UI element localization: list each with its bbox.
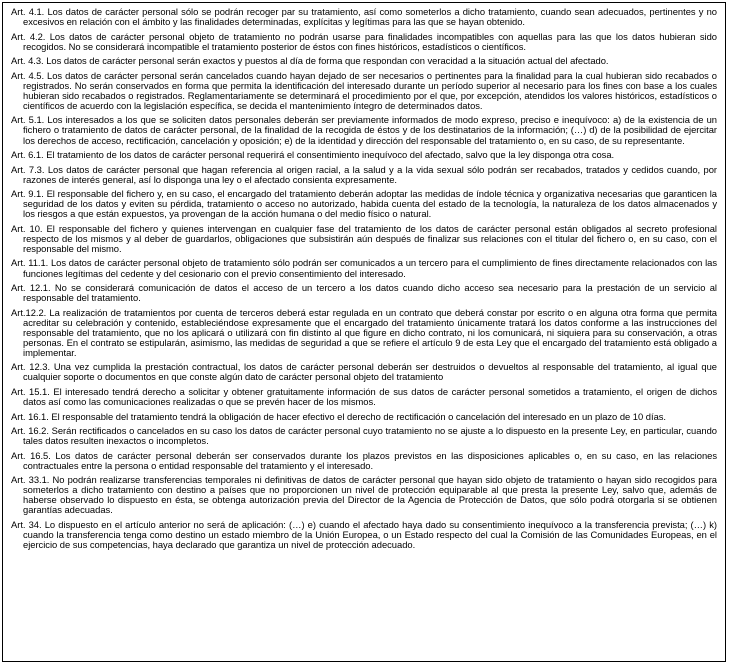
article-4-1: Art. 4.1. Los datos de carácter personal sólo se podrán recoger par su tratamiento, así como someterlos a dicho tratamiento, cuando sean adecuados, pertinentes y no excesivos en relación con el ámbito y las finalidades determinadas, explícitas y legítimas para las que se hayan obtenido. bbox=[11, 6, 717, 28]
article-6-1: Art. 6.1. El tratamiento de los datos de carácter personal requerirá el consentimiento inequívoco del afectado, salvo que la ley disponga otra cosa. bbox=[11, 149, 615, 161]
article-16-5: Art. 16.5. Los datos de carácter personal deberán ser conservados durante los plazos previstos en las disposiciones aplicables o, en su caso, en las relaciones contractuales entre la persona o entidad responsable del tratamiento y el interesado. bbox=[11, 449, 717, 471]
article-9-1: Art. 9.1. El responsable del fichero y, en su caso, el encargado del tratamiento deberán adoptar las medidas de índole técnica y organizativa necesarias que garanticen la seguridad de los datos y eviten su pérdida, tratamiento o acceso no autorizado, habida cuenta del estado de la tecnología, la naturaleza de los datos almacenados y los riesgos a que están expuestos, ya provengan de la acción humana o del medio físico o natural. bbox=[11, 188, 717, 220]
article-7-3: Art. 7.3. Los datos de carácter personal que hagan referencia al origen racial, a la salud y a la vida sexual sólo podrán ser recabados, tratados y cedidos cuando, por razones de interés general, así lo disponga una ley o el afectado consienta expresamente. bbox=[11, 163, 717, 185]
article-12-2: Art.12.2. La realización de tratamientos por cuenta de terceros deberá estar regulada en un contrato que deberá constar por escrito o en alguna otra forma que permita acreditar su celebración y contenido, estableciéndose expresamente que el encargado del tratamiento únicamente tratará los datos conforme a las instrucciones del responsable del tratamiento, que no los aplicará o utilizará con fin distinto al que figure en dicho contrato, ni los comunicará, ni siquiera para su conservación, a otras personas. En el contrato se estipularán, asimismo, las medidas de seguridad a que se refiere el artículo 9 de esta Ley que el encargado del tratamiento está obligado a implementar. bbox=[11, 306, 717, 358]
article-4-2: Art. 4.2. Los datos de carácter personal objeto de tratamiento no podrán usarse para finalidades incompatibles con aquellas para las que los datos hubieran sido recogidos. No se considerará incompatible el tratamiento posterior de éstos con fines históricos, estadísticos o científicos. bbox=[11, 30, 717, 52]
article-4-3: Art. 4.3. Los datos de carácter personal serán exactos y puestos al día de forma que respondan con veracidad a la situación actual del afectado. bbox=[11, 55, 609, 67]
article-5-1: Art. 5.1. Los interesados a los que se soliciten datos personales deberán ser previamente informados de modo expreso, preciso e inequívoco: a) de la existencia de un fichero o tratamiento de datos de carácter personal, de la finalidad de la recogida de éstos y de los destinatarios de la información; (…) d) de la posibilidad de ejercitar los derechos de acceso, rectificación, cancelación y oposición; e) de la identidad y dirección del responsable del tratamiento o, en su caso, de su representante. bbox=[11, 114, 717, 146]
article-33-1: Art. 33.1. No podrán realizarse transferencias temporales ni definitivas de datos de carácter personal que hayan sido objeto de tratamiento o hayan sido recogidos para someterlos a dicho tratamiento con destino a países que no proporcionen un nivel de protección equiparable al que presta la presente Ley, salvo que, además de haberse observado lo dispuesto en ésta, se obtenga autorización previa del Director de la Agencia de Protección de Datos, que sólo podrá otorgarla si se obtienen garantías adecuadas. bbox=[11, 474, 717, 516]
article-10: Art. 10. El responsable del fichero y quienes intervengan en cualquier fase del tratamiento de los datos de carácter personal están obligados al secreto profesional respecto de los mismos y al deber de guardarlos, obligaciones que subsistirán aún después de finalizar sus relaciones con el titular del fichero o, en su caso, con el responsable del mismo. bbox=[11, 222, 717, 254]
article-15-1: Art. 15.1. El interesado tendrá derecho a solicitar y obtener gratuitamente información de sus datos de carácter personal sometidos a tratamiento, el origen de dichos datos así como las comunicaciones realizadas o que se prevén hacer de los mismos. bbox=[11, 386, 717, 408]
article-12-1: Art. 12.1. No se considerará comunicación de datos el acceso de un tercero a los datos cuando dicho acceso sea necesario para la prestación de un servicio al responsable del tratamiento. bbox=[11, 282, 717, 304]
article-16-1: Art. 16.1. El responsable del tratamiento tendrá la obligación de hacer efectivo el derecho de rectificación o cancelación del interesado en un plazo de 10 días. bbox=[11, 410, 667, 422]
article-34: Art. 34. Lo dispuesto en el artículo anterior no será de aplicación: (…) e) cuando el afectado haya dado su consentimiento inequívoco a la transferencia prevista; (…) k) cuando la transferencia tenga como destino un estado miembro de la Unión Europea, o un Estado respecto del cual la Comisión de las Comunidades Europeas, en el ejercicio de sus competencias, haya declarado que garantiza un nivel de protección adecuado. bbox=[11, 519, 717, 551]
article-16-2: Art. 16.2. Serán rectificados o cancelados en su caso los datos de carácter personal cuyo tratamiento no se ajuste a lo dispuesto en la presente Ley, en particular, cuando tales datos resulten inexactos o incompletos. bbox=[11, 425, 717, 447]
legal-articles-box bbox=[2, 2, 726, 662]
article-12-3: Art. 12.3. Una vez cumplida la prestación contractual, los datos de carácter personal deberán ser destruidos o devueltos al responsable del tratamiento, al igual que cualquier soporte o documentos en que conste algún dato de carácter personal objeto del tratamiento bbox=[11, 361, 717, 383]
article-4-5: Art. 4.5. Los datos de carácter personal serán cancelados cuando hayan dejado de ser necesarios o pertinentes para la finalidad para la cual hubieran sido recabados o registrados. No serán conservados en forma que permita la identificación del interesado durante un período superior al necesario para los fines con base a los cuales hubieran sido recabados o registrados. Reglamentariamente se determinará el procedimiento por el que, por excepción, atendidos los valores históricos, estadísticos o científicos de acuerdo con la legislación específica, se decida el mantenimiento íntegro de determinados datos. bbox=[11, 69, 717, 111]
article-11-1: Art. 11.1. Los datos de carácter personal objeto de tratamiento sólo podrán ser comunicados a un tercero para el cumplimiento de fines directamente relacionados con las funciones legítimas del cedente y del cesionario con el previo consentimiento del interesado. bbox=[11, 257, 717, 279]
